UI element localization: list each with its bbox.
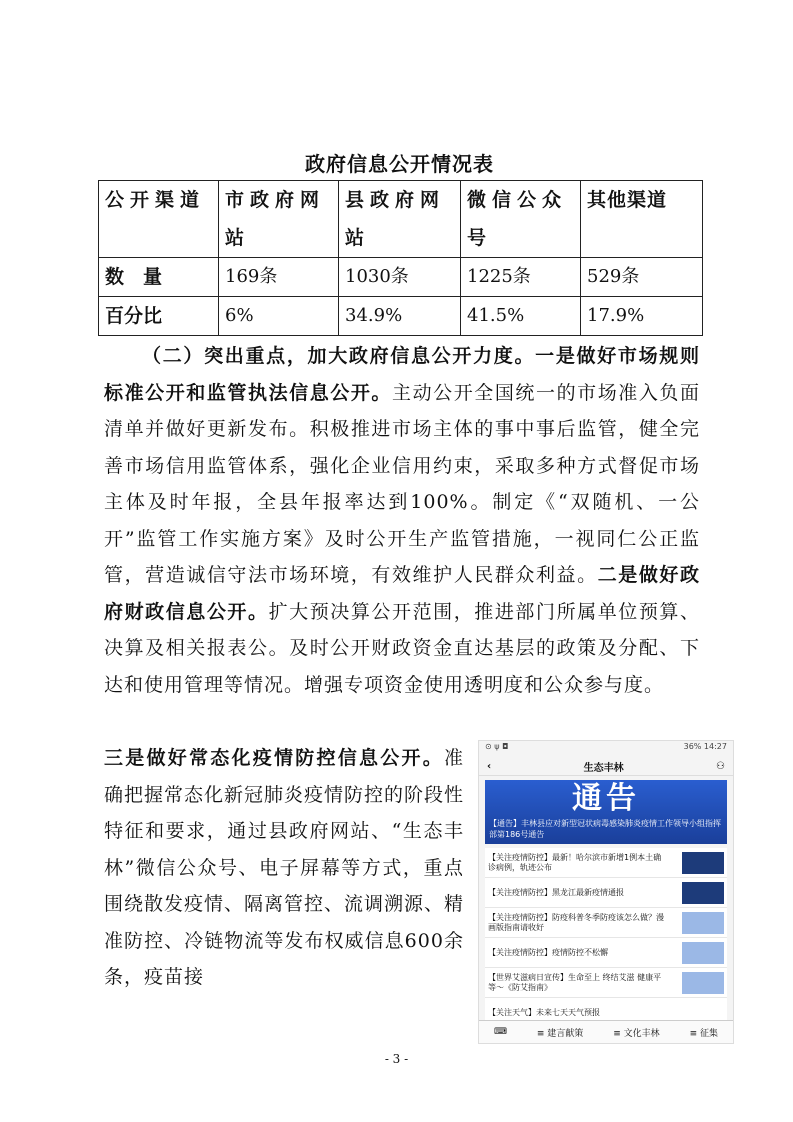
back-icon: ‹: [487, 760, 492, 772]
list-item-title: 【关注疫情防控】最新！哈尔滨市新增1例本土确诊病例，轨迹公布: [488, 852, 662, 872]
thumbnail: [682, 852, 724, 874]
body-paragraph: [104, 740, 464, 996]
banner-title: 通告: [572, 781, 640, 816]
list-item: [485, 878, 727, 908]
table-header-row: [99, 181, 703, 258]
table-cell: 1030条: [339, 258, 461, 297]
nav-item: ≡ 文化丰林: [613, 1028, 660, 1039]
subsection-heading: 二是做好政府财政信息公开。: [104, 564, 700, 623]
table-cell: 6%: [219, 297, 339, 336]
keyboard-icon: ⌨: [493, 1027, 507, 1037]
table-cell: 41.5%: [461, 297, 581, 336]
status-icons: ⊙ ψ ◘: [485, 742, 509, 751]
article-list: [485, 848, 727, 1028]
thumbnail: [682, 882, 724, 904]
table-cell: 1225条: [461, 258, 581, 297]
paragraph-text: 主动公开全国统一的市场准入负面清单并做好更新发布。积极推进市场主体的事中事后监管，健全完善市场信用监管体系，强化企业信用约束，采取多种方式督促市场主体及时年报，全县年报率达到100%。制定《“双随机、一公开”监管工作实施方案》及时公开生产监管措施，一视同仁公正监管，营造诚信守法市场环境，有效维护人民群众利益。: [104, 381, 700, 586]
list-item-title: 【关注疫情防控】防疫科普冬季防疫该怎么做？漫画版指南请收好: [488, 912, 664, 932]
table-cell: 17.9%: [581, 297, 703, 336]
list-item: [485, 938, 727, 968]
header-cell: 公开渠道: [99, 181, 219, 258]
notice-banner: [485, 780, 727, 844]
header-cell: 县政府网站: [339, 181, 461, 258]
list-item: [485, 968, 727, 998]
table-row: [99, 258, 703, 297]
banner-subtitle: 【通告】丰林县应对新型冠状病毒感染肺炎疫情工作领导小组指挥部第186号通告: [489, 819, 721, 839]
paragraph-text: 准确把握常态化新冠肺炎疫情防控的阶段性特征和要求，通过县政府网站、“生态丰林”微信公众号、电子屏幕等方式，重点围绕散发疫情、隔离管控、流调溯源、精准防控、冷链物流等发布权威信息600余条，疫苗接: [104, 747, 465, 988]
table-cell: 529条: [581, 258, 703, 297]
header-cell: 市政府网站: [219, 181, 339, 258]
status-bar: [479, 741, 733, 757]
nav-item: ≡ 征集: [689, 1028, 718, 1039]
thumbnail: [682, 912, 724, 934]
phone-header: [479, 757, 733, 776]
list-item-title: 【世界艾滋病日宣传】生命至上 终结艾滋 健康平等～《防艾指南》: [488, 972, 662, 992]
table-cell: 34.9%: [339, 297, 461, 336]
list-item: [485, 848, 727, 878]
list-item: [485, 908, 727, 938]
status-time: 36% 14:27: [683, 742, 727, 751]
thumbnail: [682, 942, 724, 964]
paragraph-text: 扩大预决算公开范围，推进部门所属单位预算、决算及相关报表公。及时公开财政资金直达基层的政策及分配、下达和使用管理等情况。增强专项资金使用透明度和公众参与度。: [104, 600, 700, 696]
user-icon: ⚇: [716, 760, 725, 772]
nav-item: ≡ 建言献策: [536, 1028, 584, 1039]
page-number: - 3 -: [384, 1052, 409, 1066]
list-item-title: 【关注疫情防控】疫情防控不松懈: [488, 947, 608, 957]
table-title: 政府信息公开情况表: [305, 152, 494, 176]
list-item-title: 【关注天气】未来七天天气预报: [488, 1007, 600, 1017]
info-table: [98, 180, 703, 336]
row-label: 百分比: [99, 297, 219, 336]
header-cell: 微信公众号: [461, 181, 581, 258]
list-item-title: 【关注疫情防控】黑龙江最新疫情通报: [488, 887, 624, 897]
phone-title: 生态丰林: [583, 762, 624, 774]
body-paragraph: [104, 338, 700, 703]
table-cell: 169条: [219, 258, 339, 297]
bottom-nav: [479, 1020, 733, 1043]
row-label: 数 量: [99, 258, 219, 297]
section-heading: （二）突出重点，加大政府信息公开力度。一是做好市场规则标准公开和监管执法信息公开。: [104, 345, 700, 404]
phone-screenshot: [478, 740, 734, 1044]
subsection-heading: 三是做好常态化疫情防控信息公开。: [104, 747, 444, 769]
thumbnail: [682, 972, 724, 994]
table-row: [99, 297, 703, 336]
header-cell: 其他渠道: [581, 181, 703, 258]
